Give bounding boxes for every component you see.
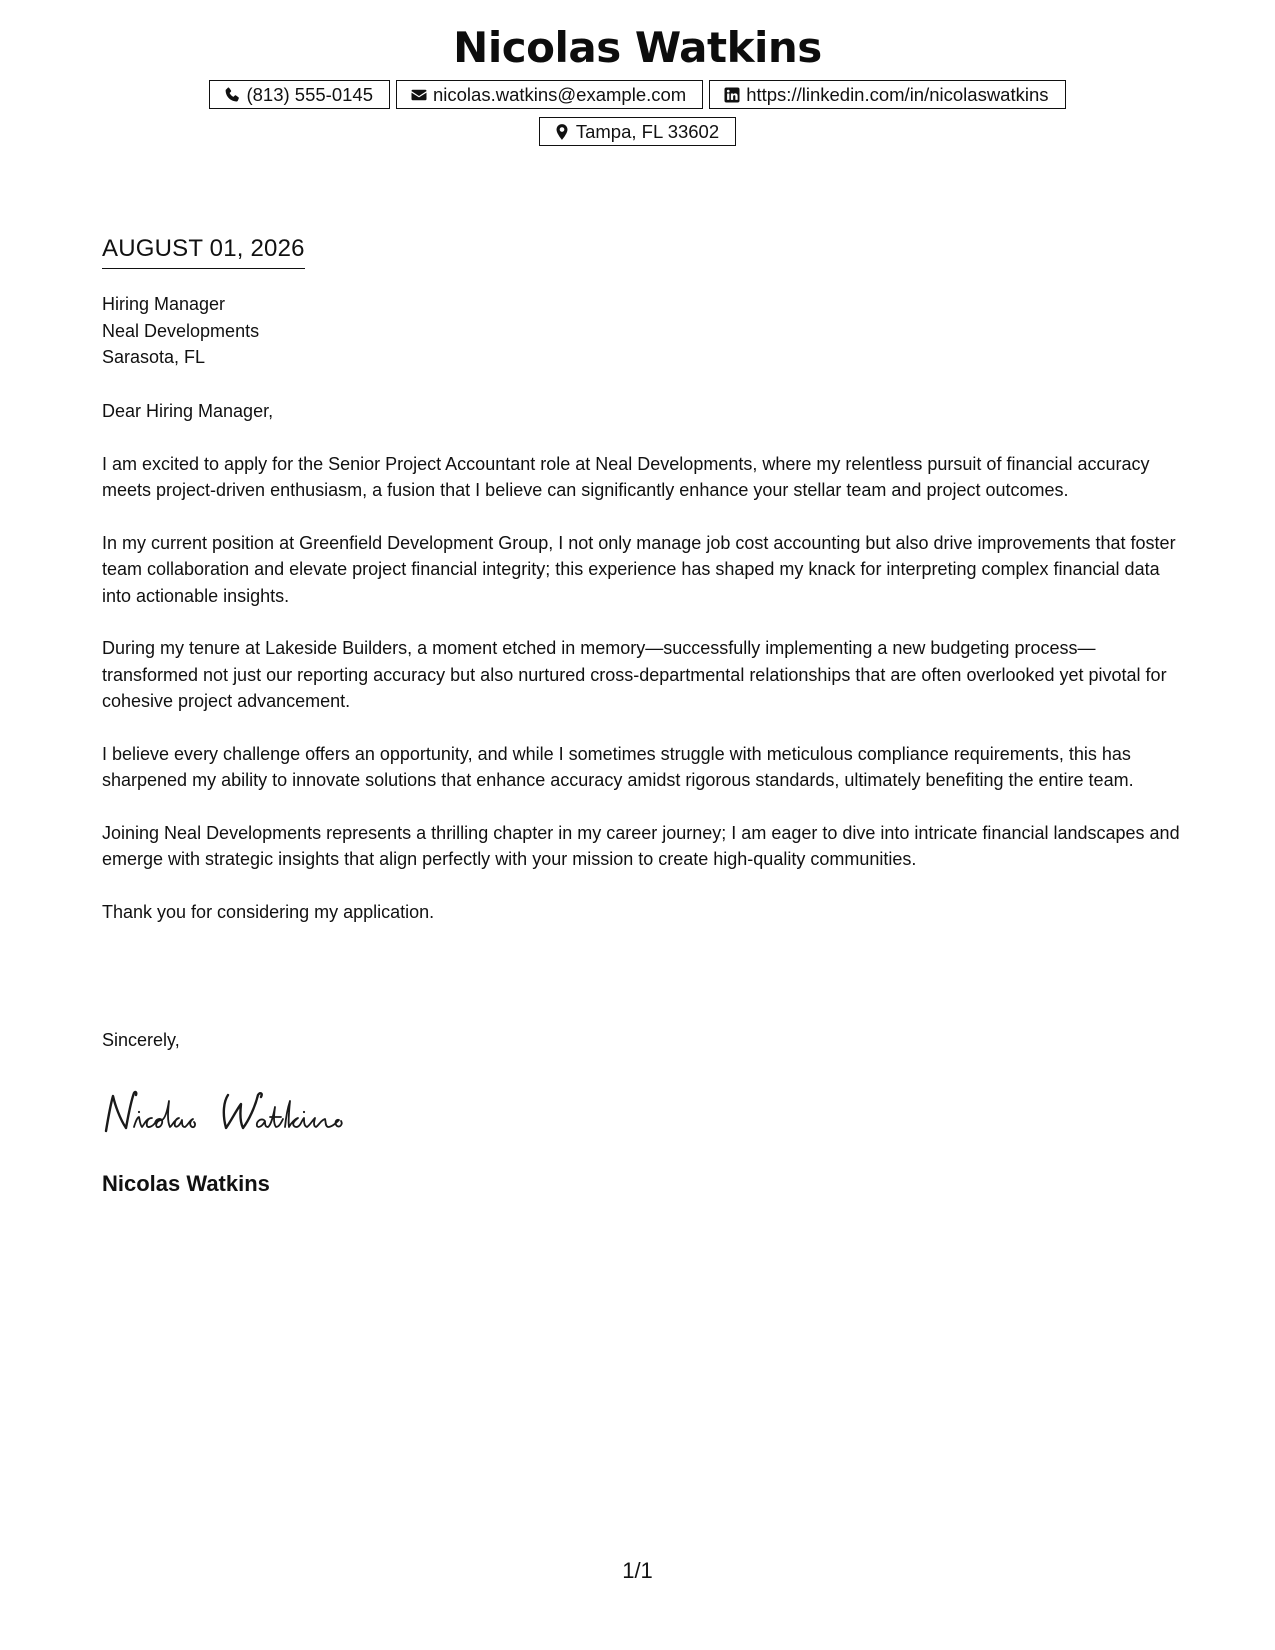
closing: Sincerely,: [102, 1030, 180, 1050]
greeting: Dear Hiring Manager,: [102, 401, 274, 421]
linkedin-contact[interactable]: [709, 80, 1065, 109]
map-pin-icon: [553, 123, 571, 141]
phone-contact[interactable]: [209, 80, 390, 109]
linkedin-text: https://linkedin.com/in/nicolaswatkins: [746, 83, 1049, 105]
recipient-location: Sarasota, FL: [102, 347, 206, 367]
letter-body: [102, 398, 1182, 951]
phone-text: (813) 555-0145: [246, 83, 373, 105]
envelope-icon: [410, 86, 428, 104]
letter-date: AUGUST 01, 2026: [102, 232, 305, 269]
signature: [100, 1087, 365, 1135]
linkedin-icon: [723, 86, 741, 104]
recipient-title: Hiring Manager: [102, 294, 226, 314]
page-number: 1/1: [622, 1558, 653, 1583]
body-paragraph: Joining Neal Developments represents a thrilling chapter in my career journey; I am eager to dive into intricate financial landscapes and emerge with strategic insights that align perfectly with your mission to create high-quality communities.: [102, 822, 1180, 869]
body-paragraph: During my tenure at Lakeside Builders, a moment etched in memory—successfully implementing a new budgeting process—transformed not just our reporting accuracy but also nurtured cross-departmental relationships that are often overlooked yet pivotal for cohesive project advancement.: [102, 638, 1167, 711]
applicant-name: Nicolas Watkins: [453, 23, 822, 72]
phone-icon: [223, 86, 241, 104]
signer-name: Nicolas Watkins: [102, 1171, 270, 1196]
email-contact[interactable]: [396, 80, 703, 109]
body-paragraph: I believe every challenge offers an opportunity, and while I sometimes struggle with meticulous compliance requirements, this has sharpened my ability to innovate solutions that enhance accuracy amidst rigorous standards, ultimately benefiting the entire team.: [102, 743, 1134, 790]
contact-row-location: [0, 117, 1275, 146]
contact-row: [0, 80, 1275, 109]
body-paragraph: In my current position at Greenfield Development Group, I not only manage job cost accounting but also drive improvements that foster team collaboration and elevate project financial integrity; this experience has shaped my knack for interpreting complex financial data into actionable insights.: [102, 532, 1176, 606]
recipient-block: [102, 291, 259, 371]
location-contact: [539, 117, 736, 146]
thanks-line: Thank you for considering my application.: [102, 901, 435, 922]
email-text: nicolas.watkins@example.com: [432, 83, 687, 105]
body-paragraph: I am excited to apply for the Senior Project Accountant role at Neal Developments, where my relentless pursuit of financial accuracy meets project-driven enthusiasm, a fusion that I believe can significantly enhance your stellar team and project outcomes.: [102, 453, 1150, 500]
location-text: Tampa, FL 33602: [575, 120, 720, 142]
recipient-company: Neal Developments: [102, 320, 260, 341]
